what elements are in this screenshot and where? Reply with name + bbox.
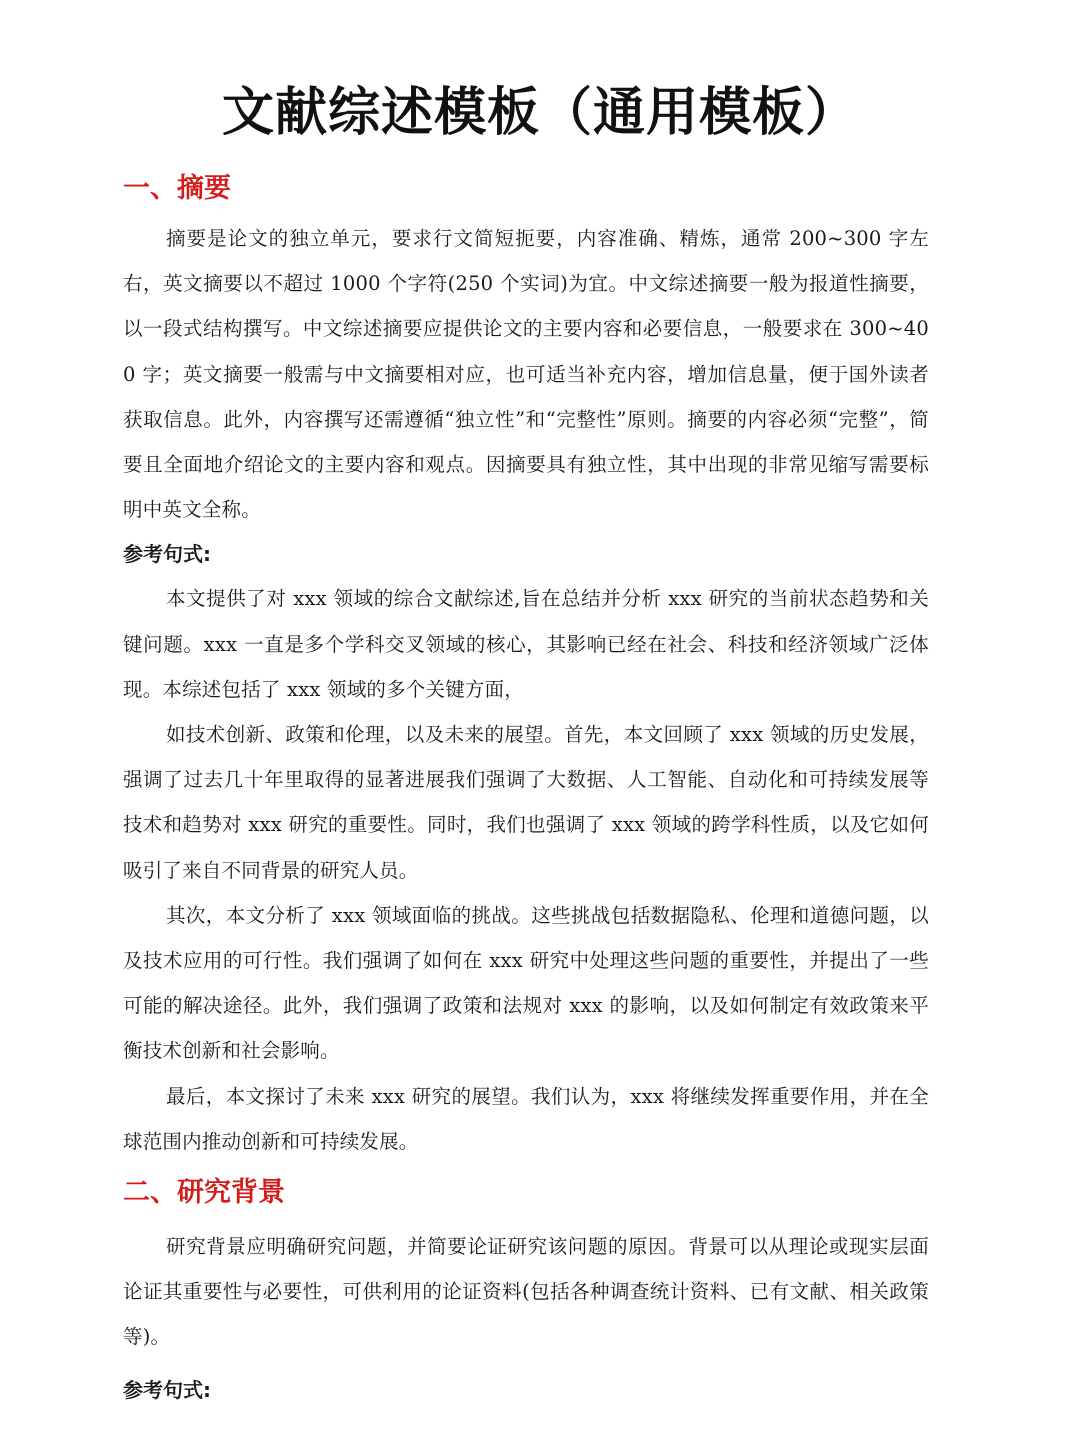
background-paragraph: 研究背景应明确研究问题，并简要论证研究该问题的原因。背景可以从理论或现实层面论证其重要性与必要性，可供利用的论证资料(包括各种调查统计资料、已有文献、相关政策等)。 <box>123 1235 929 1349</box>
section-heading-background: 二、研究背景 <box>123 1177 285 1209</box>
abstract-paragraph: 摘要是论文的独立单元，要求行文简短扼要，内容准确、精炼，通常 200~300 字左右，英文摘要以不超过 1000 个字符(250 个实词)为宜。中文综述摘要一般为报道性摘要，以一段式结构撰写。中文综述摘要应提供论文的主要内容和必要信息，一般要求在 300~400 字；英文摘要一般需与中文摘要相对应，也可适当补充内容，增加信息量，便于国外读者获取信息。此外，内容撰写还需遵循“独立性”和“完整性”原则。摘要的内容必须“完整”，简要且全面地介绍论文的主要内容和观点。因摘要具有独立性，其中出现的非常见缩写需要标明中英文全称。 <box>123 227 929 522</box>
reference-label: 参考句式: <box>123 542 211 567</box>
document-title: 文献综述模板（通用模板） <box>221 83 858 143</box>
reference-paragraph: 如技术创新、政策和伦理，以及未来的展望。首先，本文回顾了 xxx 领域的历史发展，强调了过去几十年里取得的显著进展我们强调了大数据、人工智能、自动化和可持续发展等技术和趋势对 xxx 研究的重要性。同时，我们也强调了 xxx 领域的跨学科性质，以及它如何吸引了来自不同背景的研究人员。 <box>123 723 929 882</box>
section-heading-abstract: 一、摘要 <box>123 173 231 204</box>
reference-paragraph: 本文提供了对 xxx 领域的综合文献综述,旨在总结并分析 xxx 研究的当前状态趋势和关键问题。xxx 一直是多个学科交叉领域的核心，其影响已经在社会、科技和经济领域广泛体现。本综述包括了 xxx 领域的多个关键方面， <box>123 587 929 701</box>
reference-paragraph: 其次，本文分析了 xxx 领域面临的挑战。这些挑战包括数据隐私、伦理和道德问题，以及技术应用的可行性。我们强调了如何在 xxx 研究中处理这些问题的重要性，并提出了一些可能的解决途径。此外，我们强调了政策和法规对 xxx 的影响，以及如何制定有效政策来平衡技术创新和社会影响。 <box>123 903 929 1063</box>
document-body <box>123 166 929 1412</box>
reference-label: 参考句式: <box>123 1377 211 1402</box>
reference-paragraph: 最后，本文探讨了未来 xxx 研究的展望。我们认为，xxx 将继续发挥重要作用，并在全球范围内推动创新和可持续发展。 <box>123 1084 929 1153</box>
